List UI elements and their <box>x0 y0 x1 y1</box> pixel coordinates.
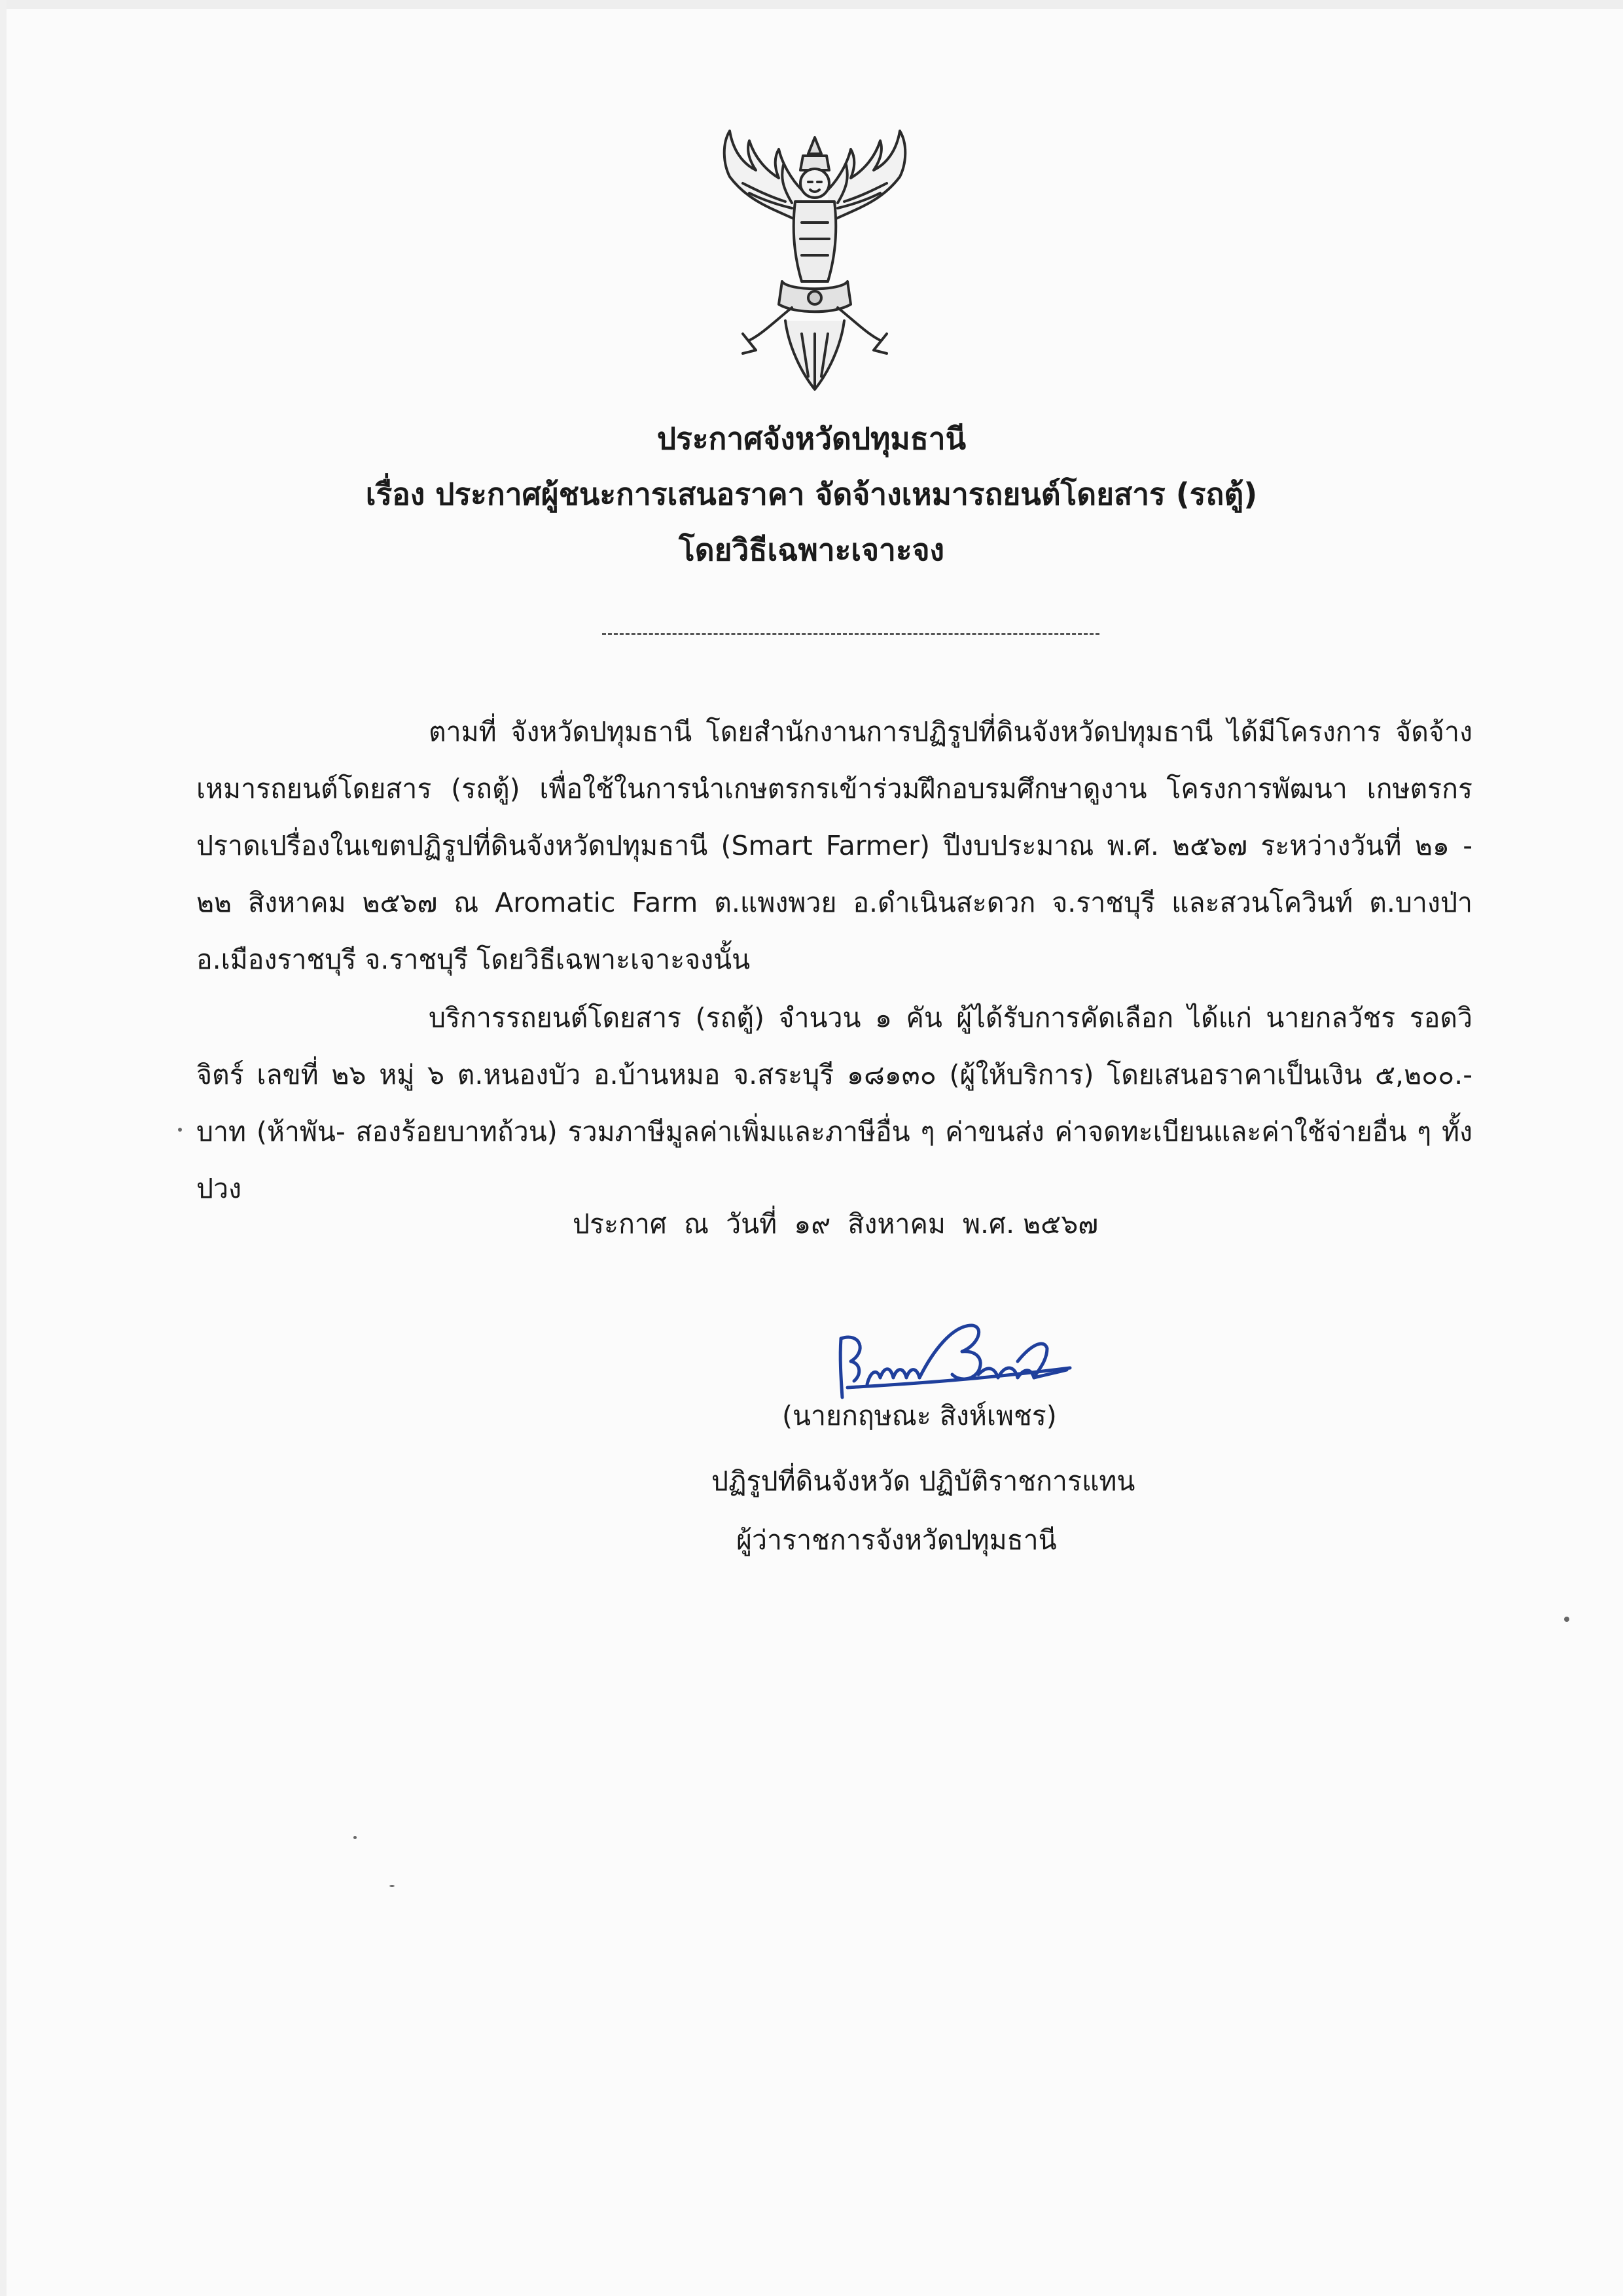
scan-speck <box>1564 1617 1569 1622</box>
garuda-emblem-icon <box>704 124 926 399</box>
scan-speck <box>178 1128 182 1132</box>
scan-speck <box>389 1885 395 1887</box>
scan-edge-left <box>0 0 7 2296</box>
dashed-divider <box>602 633 1099 635</box>
signer-acting-for: ผู้ว่าราชการจังหวัดปทุมธานี <box>736 1524 1057 1556</box>
scan-edge-top <box>0 0 1623 9</box>
body-paragraph-2: บริการรถยนต์โดยสาร (รถตู้) จำนวน ๑ คัน ผู้ได้รับการคัดเลือก ได้แก่ นายกลวัชร รอดวิจิตร์ เลขที่ ๒๖ หมู่ ๖ ต.หนองบัว อ.บ้านหมอ จ.สระบุรี ๑๘๑๓๐ (ผู้ให้บริการ) โดยเสนอราคาเป็นเงิน ๕,๒๐๐.- บาท (ห้าพัน- สองร้อยบาทถ้วน) รวมภาษีมูลค่าเพิ่มและภาษีอื่น ๆ ค่าขนส่ง ค่าจดทะเบียนและค่าใช้จ่ายอื่น ๆ ทั้งปวง <box>196 1002 1472 1204</box>
signer-position: ปฏิรูปที่ดินจังหวัด ปฏิบัติราชการแทน <box>711 1465 1135 1497</box>
announcement-subject: เรื่อง ประกาศผู้ชนะการเสนอราคา จัดจ้างเหมารถยนต์โดยสาร (รถตู้) <box>365 476 1258 512</box>
scan-speck <box>353 1836 357 1839</box>
announcement-date: ประกาศ ณ วันที่ ๑๙ สิงหาคม พ.ศ. ๒๕๖๗ <box>573 1208 1099 1240</box>
announcement-title: ประกาศจังหวัดปทุมธานี <box>656 421 967 456</box>
signer-name: (นายกฤษณะ สิงห์เพชร) <box>782 1400 1057 1431</box>
body-paragraph-1: ตามที่ จังหวัดปทุมธานี โดยสำนักงานการปฏิรูปที่ดินจังหวัดปทุมธานี ได้มีโครงการ จัดจ้างเหมารถยนต์โดยสาร (รถตู้) เพื่อใช้ในการนำเกษตรกรเข้าร่วมฝึกอบรมศึกษาดูงาน โครงการพัฒนา เกษตรกรปราดเปรื่องในเขตปฏิรูปที่ดินจังหวัดปทุมธานี (Smart Farmer) ปีงบประมาณ พ.ศ. ๒๕๖๗ ระหว่างวันที่ ๒๑ - ๒๒ สิงหาคม ๒๕๖๗ ณ Aromatic Farm ต.แพงพวย อ.ดำเนินสะดวก จ.ราชบุรี และสวนโควินท์ ต.บางป่า อ.เมืองราชบุรี จ.ราชบุรี โดยวิธีเฉพาะเจาะจงนั้น <box>196 716 1472 975</box>
announcement-method: โดยวิธีเฉพาะเจาะจง <box>679 532 944 567</box>
